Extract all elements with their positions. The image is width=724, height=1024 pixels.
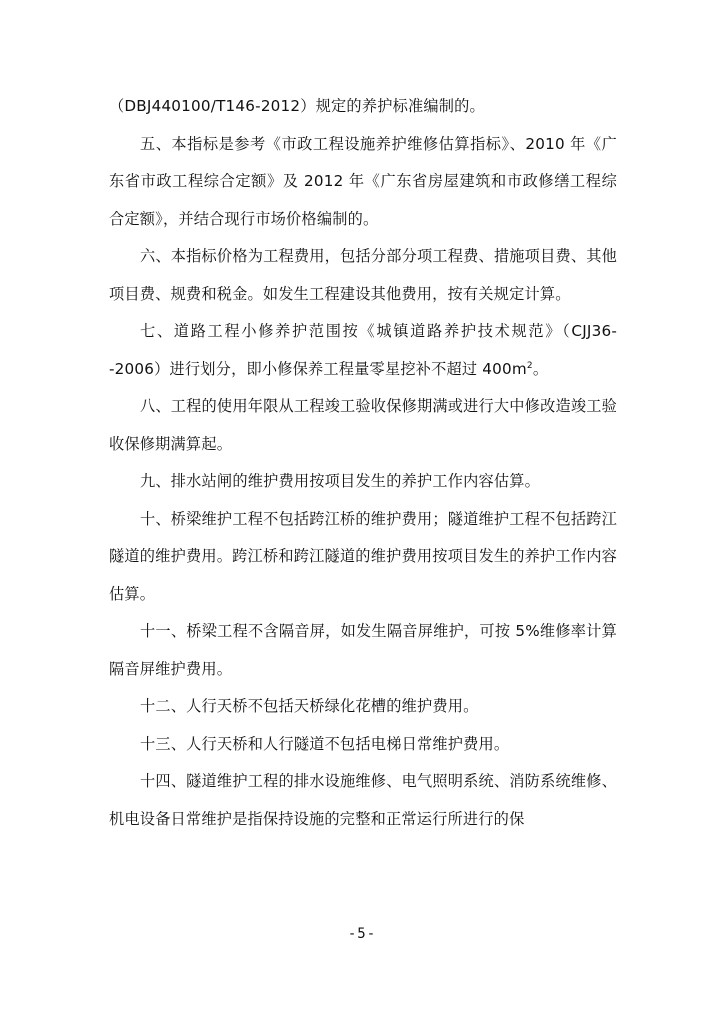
paragraph-item-7-tail: 。	[532, 359, 549, 378]
page-number: -5-	[347, 926, 377, 942]
paragraph-item-12: 十二、人行天桥不包括天桥绿化花槽的维护费用。	[140, 697, 479, 715]
paragraph-item-13: 十三、人行天桥和人行隧道不包括电梯日常维护费用。	[140, 734, 510, 753]
paragraph-item-9: 九、排水站闸的维护费用按项目发生的养护工作内容估算。	[140, 472, 541, 490]
superscript-2: 2	[526, 360, 533, 371]
paragraph-item-5: 五、本指标是参考《市政工程设施养护维修估算指标》、2010 年《广东省市政工程综合定额》及 2012 年《广东省房屋建筑和市政修缮工程综合定额》，并结合现行市场价格编制的。	[109, 134, 617, 228]
paragraph-item-6: 六、本指标价格为工程费用，包括分部分项工程费、措施项目费、其他项目费、规费和税金。如发生工程建设其他费用，按有关规定计算。	[109, 247, 618, 303]
paragraph-standard-ref: （DBJ440100/T146-2012）规定的养护标准编制的。	[109, 97, 485, 115]
paragraph-item-8: 八、工程的使用年限从工程竣工验收保修期满或进行大中修改造竣工验收保修期满算起。	[109, 397, 618, 453]
paragraph-item-11: 十一、桥梁工程不含隔音屏，如发生隔音屏维护，可按 5%维修率计算隔音屏维护费用。	[109, 622, 617, 678]
paragraph-item-7	[109, 313, 617, 388]
document-body	[109, 88, 617, 838]
paragraph-item-10: 十、桥梁维护工程不包括跨江桥的维护费用；隧道维护工程不包括跨江隧道的维护费用。跨江桥和跨江隧道的维护费用按项目发生的养护工作内容估算。	[109, 509, 618, 603]
paragraph-item-7-text: 七、道路工程小修养护范围按《城镇道路养护技术规范》（CJJ36--2006）进行划分，即小修保养工程量零星挖补不超过 400m	[109, 322, 617, 378]
paragraph-item-14: 十四、隧道维护工程的排水设施维修、电气照明系统、消防系统维修、机电设备日常维护是指保持设施的完整和正常运行所进行的保	[109, 772, 618, 828]
